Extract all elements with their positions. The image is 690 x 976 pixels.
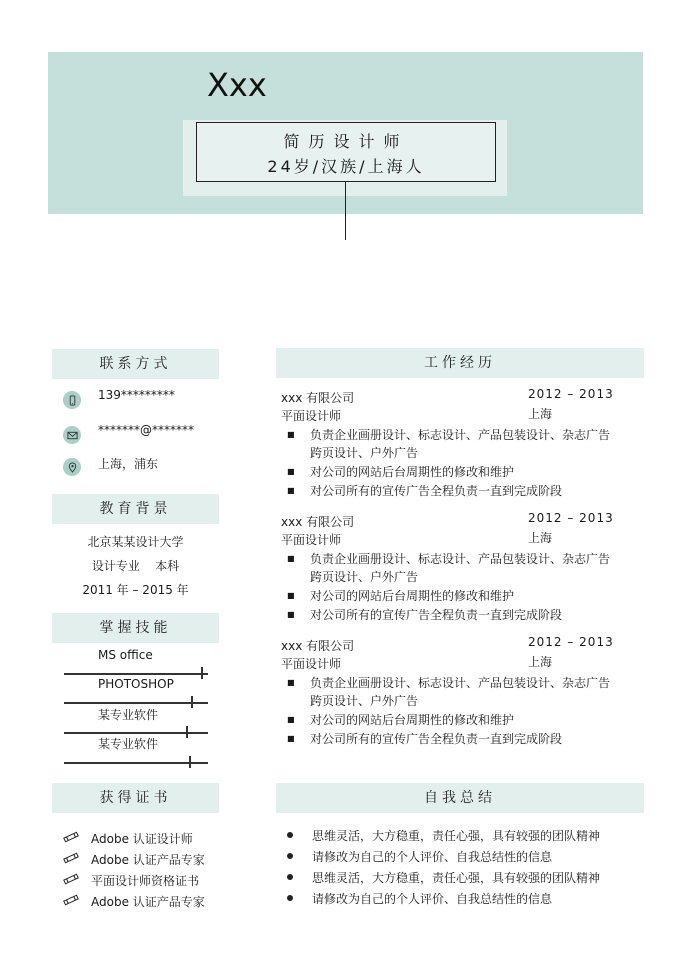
bullet-marker: ■ (287, 715, 295, 724)
bullet-marker: ■ (287, 678, 295, 687)
job-company: xxx 有限公司 (281, 391, 355, 405)
candidate-name: Xxx (207, 66, 267, 104)
job-date: 2012 – 2013 (528, 387, 614, 401)
education-heading: 教育背景 (52, 494, 219, 524)
school-name: 北京某某设计大学 (87, 535, 184, 549)
summary-item: 请修改为自己的个人评价、自我总结性的信息 (312, 850, 553, 864)
bullet-marker: ■ (287, 610, 295, 619)
job-duty: 对公司所有的宣传广告全程负责一直到完成阶段 (310, 484, 563, 498)
bullet-marker: ■ (287, 734, 295, 743)
summary-item: 思维灵活，大方稳重，责任心强，具有较强的团队精神 (312, 829, 601, 843)
job-subtitle: 简历设计师 (283, 132, 409, 151)
job-date: 2012 – 2013 (528, 635, 614, 649)
job-city: 上海 (528, 531, 553, 545)
certificate-name: Adobe 认证设计师 (91, 832, 193, 846)
bullet-marker: ■ (287, 430, 295, 439)
bullet-dot (287, 895, 293, 901)
job-title: 平面设计师 (281, 657, 342, 671)
bullet-marker: ■ (287, 591, 295, 600)
job-date: 2012 – 2013 (528, 511, 614, 525)
skill-level-marker (189, 756, 191, 768)
summary-item: 思维灵活，大方稳重，责任心强，具有较强的团队精神 (312, 871, 601, 885)
job-duty: 对公司所有的宣传广告全程负责一直到完成阶段 (310, 608, 563, 622)
job-duty: 对公司的网站后台周期性的修改和维护 (310, 713, 515, 727)
job-duty: 负责企业画册设计、标志设计、产品包装设计、杂志广告跨页设计、户外广告 (310, 428, 611, 460)
skills-heading: 掌握技能 (52, 613, 219, 643)
bullet-dot (287, 853, 293, 859)
diploma-icon (62, 830, 80, 844)
job-duty: 负责企业画册设计、标志设计、产品包装设计、杂志广告跨页设计、户外广告 (310, 552, 611, 584)
skill-bar (64, 702, 208, 704)
skill-level-marker (191, 696, 193, 708)
major-degree: 设计专业 本科 (91, 559, 180, 573)
phone-icon (63, 391, 81, 409)
certificates-heading: 获得证书 (52, 783, 219, 813)
skill-bar (64, 673, 208, 675)
connector-line (345, 182, 346, 240)
job-title: 平面设计师 (281, 409, 342, 423)
job-company: xxx 有限公司 (281, 515, 355, 529)
job-city: 上海 (528, 655, 553, 669)
email-text: *******@******* (98, 423, 194, 437)
bullet-dot (287, 832, 293, 838)
bullet-marker: ■ (287, 554, 295, 563)
location-icon (63, 458, 81, 476)
location-text: 上海，浦东 (98, 457, 159, 471)
certificate-name: Adobe 认证产品专家 (91, 853, 205, 867)
skill-name: PHOTOSHOP (98, 677, 174, 691)
job-duty: 对公司所有的宣传广告全程负责一直到完成阶段 (310, 732, 563, 746)
bullet-marker: ■ (287, 486, 295, 495)
skill-level-marker (186, 726, 188, 738)
bullet-dot (287, 874, 293, 880)
certificate-name: 平面设计师资格证书 (91, 874, 200, 888)
experience-heading: 工作经历 (276, 348, 644, 378)
mail-icon (63, 426, 81, 444)
personal-info: 24岁/汉族/上海人 (267, 157, 425, 176)
phone-text: 139********* (98, 388, 175, 402)
summary-item: 请修改为自己的个人评价、自我总结性的信息 (312, 892, 553, 906)
diploma-icon (62, 851, 80, 865)
skill-level-marker (201, 667, 203, 679)
skill-name: 某专业软件 (98, 708, 159, 722)
summary-heading: 自我总结 (276, 783, 644, 813)
contact-heading: 联系方式 (52, 349, 219, 379)
job-city: 上海 (528, 407, 553, 421)
diploma-icon (62, 872, 80, 886)
skill-bar (64, 762, 208, 764)
study-period: 2011 年 – 2015 年 (82, 583, 189, 597)
diploma-icon (62, 893, 80, 907)
job-duty: 对公司的网站后台周期性的修改和维护 (310, 465, 515, 479)
certificate-name: Adobe 认证产品专家 (91, 895, 205, 909)
job-duty: 负责企业画册设计、标志设计、产品包装设计、杂志广告跨页设计、户外广告 (310, 676, 611, 708)
job-title: 平面设计师 (281, 533, 342, 547)
job-company: xxx 有限公司 (281, 639, 355, 653)
job-duty: 对公司的网站后台周期性的修改和维护 (310, 589, 515, 603)
skill-name: 某专业软件 (98, 737, 159, 751)
skill-name: MS office (98, 648, 153, 662)
title-card (196, 122, 496, 182)
bullet-marker: ■ (287, 467, 295, 476)
